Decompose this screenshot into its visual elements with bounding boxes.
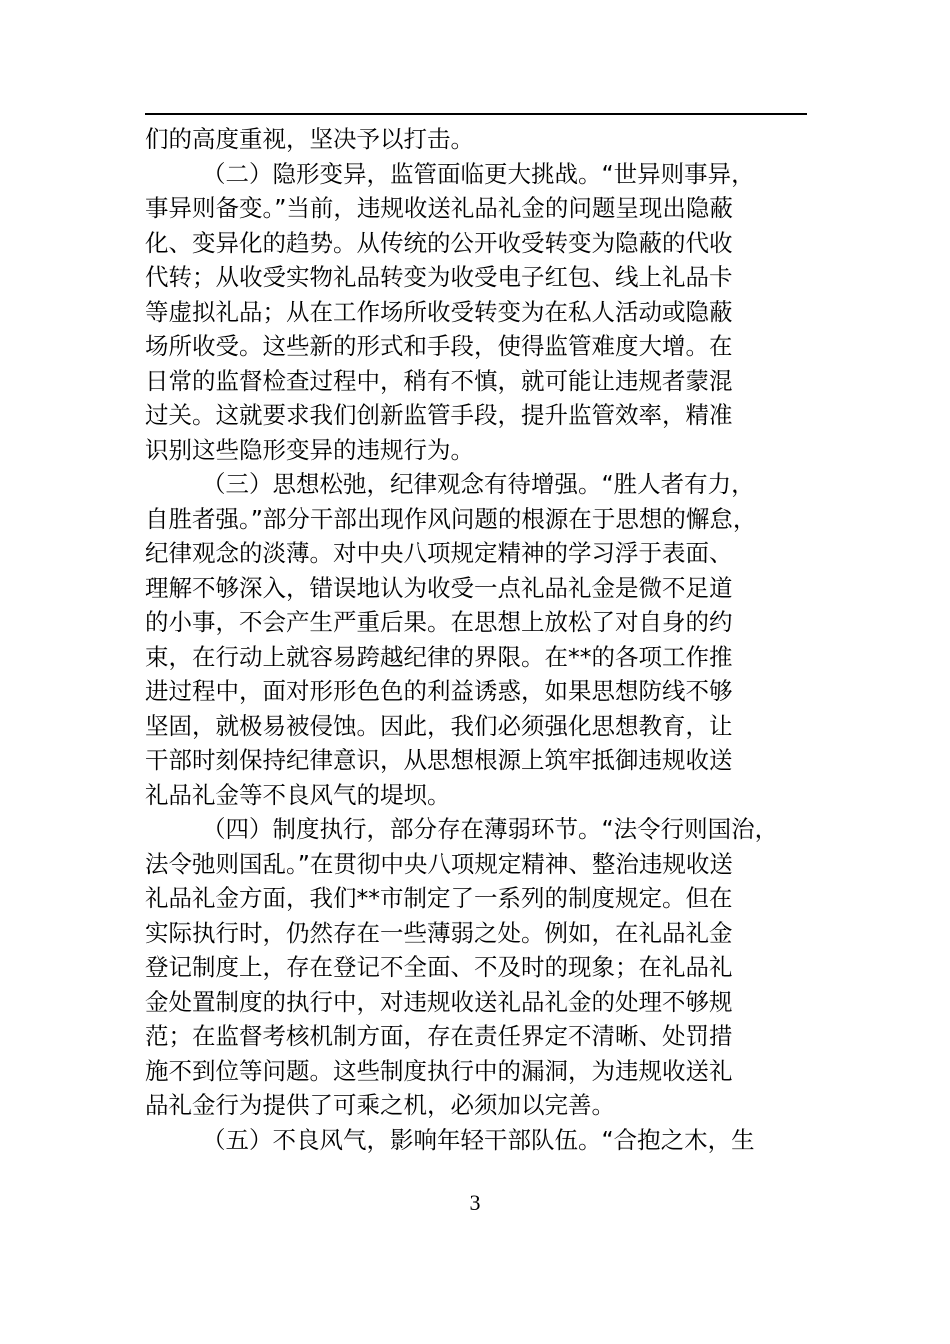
- text-line: （四）制度执行，部分存在薄弱环节。“法令行则国治，: [202, 815, 779, 843]
- text-line: 理解不够深入，错误地认为收受一点礼品礼金是微不足道: [145, 573, 733, 602]
- text-line: 坚固，就极易被侵蚀。因此，我们必须强化思想教育，让: [145, 711, 733, 740]
- text-line: 的小事，不会产生严重后果。在思想上放松了对自身的约: [145, 608, 733, 636]
- text-line: 金处置制度的执行中，对违规收送礼品礼金的处理不够规: [145, 987, 733, 1016]
- text-line: 进过程中，面对形形色色的利益诱惑，如果思想防线不够: [145, 677, 733, 705]
- text-line: 识别这些隐形变异的违规行为。: [145, 435, 474, 464]
- text-line: （二）隐形变异，监管面临更大挑战。“世异则事异，: [202, 159, 755, 188]
- text-line: 们的高度重视，坚决予以打击。: [145, 125, 474, 153]
- header-rule: [145, 113, 807, 115]
- text-line: 实际执行时，仍然存在一些薄弱之处。例如，在礼品礼金: [145, 918, 733, 947]
- text-line: 品礼金行为提供了可乘之机，必须加以完善。: [145, 1091, 615, 1119]
- text-line: 过关。这就要求我们创新监管手段，提升监管效率，精准: [145, 401, 733, 429]
- text-line: 束，在行动上就容易跨越纪律的界限。在**的各项工作推: [145, 642, 733, 671]
- text-line: 场所收受。这些新的形式和手段，使得监管难度大增。在: [145, 332, 733, 360]
- text-line: 日常的监督检查过程中，稍有不慎，就可能让违规者蒙混: [145, 366, 733, 395]
- text-line: 施不到位等问题。这些制度执行中的漏洞，为违规收送礼: [145, 1056, 733, 1085]
- text-line: （五）不良风气，影响年轻干部队伍。“合抱之木，生: [202, 1125, 755, 1154]
- text-line: 等虚拟礼品；从在工作场所收受转变为在私人活动或隐蔽: [145, 297, 733, 326]
- text-line: 登记制度上，存在登记不全面、不及时的现象；在礼品礼: [145, 953, 733, 981]
- text-line: 自胜者强。”部分干部出现作风问题的根源在于思想的懈怠，: [145, 504, 757, 533]
- text-line: 礼品礼金方面，我们**市制定了一系列的制度规定。但在: [145, 884, 733, 912]
- text-line: 纪律观念的淡薄。对中央八项规定精神的学习浮于表面、: [145, 539, 733, 567]
- text-line: 范；在监督考核机制方面，存在责任界定不清晰、处罚措: [145, 1022, 733, 1050]
- text-line: 礼品礼金等不良风气的堤坝。: [145, 780, 451, 809]
- text-line: 事异则备变。”当前，违规收送礼品礼金的问题呈现出隐蔽: [145, 194, 733, 222]
- body-text: [145, 122, 810, 1157]
- text-line: 化、变异化的趋势。从传统的公开收受转变为隐蔽的代收: [145, 228, 733, 257]
- page-number: 3: [469, 1190, 481, 1215]
- text-line: 干部时刻保持纪律意识，从思想根源上筑牢抵御违规收送: [145, 746, 733, 774]
- text-line: （三）思想松弛，纪律观念有待增强。“胜人者有力，: [202, 470, 755, 498]
- text-line: 法令弛则国乱。”在贯彻中央八项规定精神、整治违规收送: [145, 849, 733, 878]
- text-line: 代转；从收受实物礼品转变为收受电子红包、线上礼品卡: [145, 263, 733, 291]
